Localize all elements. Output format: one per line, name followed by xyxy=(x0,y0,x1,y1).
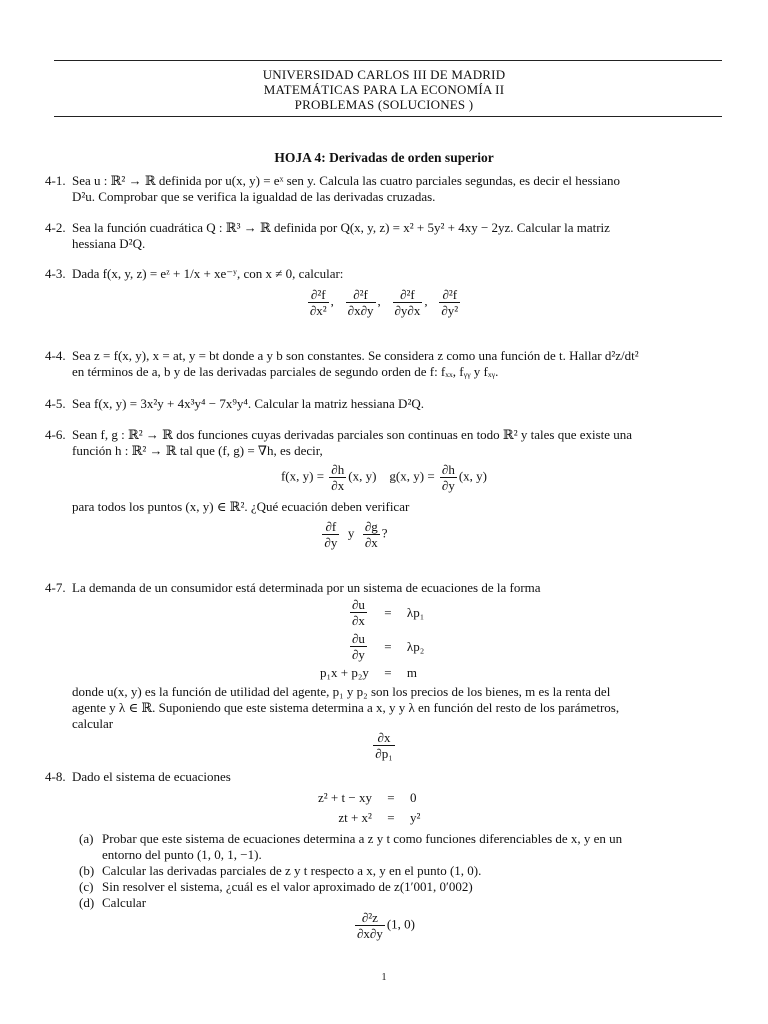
top-rule xyxy=(54,60,722,61)
problem-number: 4-7. xyxy=(45,580,66,595)
problem-4-8-target: $\frac{\text{∂²z}}{\partial x\partial y}$ (1, 0) xyxy=(356,910,416,941)
problem-4-1 xyxy=(45,173,724,205)
fraction: $\frac{\partial u}{\partial x}$ xyxy=(351,597,365,628)
problem-text: Sea z = f(x, y), x = at, y = bt donde a y b son constantes. Se considera z como una función de t. Hallar d²z/dt² xyxy=(72,348,639,363)
problem-text: Dado el sistema de ecuaciones xyxy=(72,769,231,784)
problem-4-4 xyxy=(45,348,724,380)
problem-4-6-partials: $\frac{\partial f}{\partial y}$ y $\frac{\partial g}{\partial x}$ ? xyxy=(324,519,388,550)
header-course: MATEMÁTICAS PARA LA ECONOMÍA II xyxy=(263,82,505,97)
problem-text: para todos los puntos (x, y) ∈ ℝ². ¿Qué ecuación deben verificar xyxy=(72,499,410,514)
problem-4-3 xyxy=(45,266,724,282)
fraction: $\frac{\text{∂²f}}{\text{∂x²}}$ xyxy=(309,287,327,318)
problem-text: en términos de a, b y de las derivadas parciales de segundo orden de f: fₓₓ, fᵧᵧ y fₓᵧ. xyxy=(72,364,499,379)
fraction: $\frac{\text{∂²f}}{\text{∂y²}}$ xyxy=(441,287,459,318)
sheet-title: HOJA 4: Derivadas de orden superior xyxy=(274,150,494,165)
problem-4-8-system: z² + t − xy = 0 zt + x² = y² xyxy=(318,790,421,825)
problem-text: Sean f, g : ℝ² → ℝ dos funciones cuyas derivadas parciales son continuas en todo ℝ² y tales que existe una xyxy=(72,427,633,442)
fraction: $\frac{\text{∂²f}}{\partial y\partial x}$ xyxy=(394,287,421,318)
fraction: $\frac{\partial h}{\partial x}$ xyxy=(331,462,345,493)
fraction: $\frac{\partial x}{\text{∂p₁}}$ xyxy=(375,730,393,761)
problem-text: Sea la función cuadrática Q : ℝ³ → ℝ definida por Q(x, y, z) = x² + 5y² + 4xy − 2yz. Calcular la matriz xyxy=(72,220,610,235)
page-number: 1 xyxy=(381,972,387,983)
problem-4-5 xyxy=(45,396,724,412)
problem-4-8-d: (d) Calcular xyxy=(79,895,147,910)
fraction: $\frac{\text{∂²z}}{\partial x\partial y}$ xyxy=(356,910,383,941)
problem-number: 4-1. xyxy=(45,173,66,188)
problem-text: agente y λ ∈ ℝ. Suponiendo que este sistema determina a x, y y λ en función del resto de los parámetros, xyxy=(72,700,620,715)
fraction: $\frac{\partial f}{\partial y}$ xyxy=(324,519,338,550)
problem-number: 4-8. xyxy=(45,769,66,784)
problem-4-8 xyxy=(45,769,724,785)
problem-text: hessiana D²Q. xyxy=(72,236,146,251)
fraction: $\frac{\text{∂²f}}{\partial x\partial y}$ xyxy=(347,287,374,318)
problem-4-6-gradient-eq: f(x, y) = $\frac{\partial h}{\partial x}$ (x, y) g(x, y) = $\frac{\partial h}{\partial y}$ (x, y) xyxy=(280,462,488,493)
problem-text: Dada f(x, y, z) = eᶻ + 1/x + xe⁻ʸ, con x ≠ 0, calcular: xyxy=(72,266,344,281)
problem-text: Sea f(x, y) = 3x²y + 4x³y⁴ − 7x⁹y⁴. Calcular la matriz hessiana D²Q. xyxy=(72,396,424,411)
problem-text: donde u(x, y) es la función de utilidad del agente, p₁ y p₂ son los precios de los bienes, m es la renta del xyxy=(72,684,611,699)
problem-4-3-derivatives: $\frac{\text{∂²f}}{\text{∂x²}}$ , $\frac{\text{∂²f}}{\partial x\partial y}$ , $\frac{\text{∂²f}}{\partial y\partial x}$ , $\frac{\text{∂²f}}{\text{∂y²}}$ xyxy=(309,287,459,318)
problem-number: 4-4. xyxy=(45,348,66,363)
problem-4-7-system: $\frac{\partial u}{\partial x}$ = λp₁ $\frac{\partial u}{\partial y}$ = λp₂ p₁x + p₂y = m xyxy=(320,597,425,680)
header-university: UNIVERSIDAD CARLOS III DE MADRID xyxy=(262,67,506,82)
problem-text: calcular xyxy=(72,716,114,731)
problem-number: 4-5. xyxy=(45,396,66,411)
problem-number: 4-6. xyxy=(45,427,66,442)
problem-4-2 xyxy=(45,220,724,252)
problem-4-7-body xyxy=(72,684,724,732)
problem-text: función h : ℝ² → ℝ tal que (f, g) = ∇h, es decir, xyxy=(72,443,323,458)
problem-4-6 xyxy=(45,427,724,459)
fraction: $\frac{\partial g}{\partial x}$ xyxy=(364,519,378,550)
problem-number: 4-2. xyxy=(45,220,66,235)
problem-4-8-b: (b) Calcular las derivadas parciales de z y t respecto a x, y en el punto (1, 0). xyxy=(79,863,482,878)
fraction: $\frac{\partial h}{\partial y}$ xyxy=(441,462,455,493)
problem-text: La demanda de un consumidor está determinada por un sistema de ecuaciones de la forma xyxy=(72,580,541,595)
problem-text: D²u. Comprobar que se verifica la igualdad de las derivadas cruzadas. xyxy=(72,189,436,204)
problem-4-6-question xyxy=(72,499,724,515)
problem-text: Sea u : ℝ² → ℝ definida por u(x, y) = eˣ sen y. Calcula las cuatro parciales segundas, es decir el hessiano xyxy=(72,173,620,188)
problem-4-8-a: (a) Probar que este sistema de ecuaciones determina a z y t como funciones diferenciables de x, y en un entorno del punto (1, 0, 1, −1). xyxy=(79,831,623,862)
problem-number: 4-3. xyxy=(45,266,66,281)
problem-4-7 xyxy=(45,580,724,596)
problem-4-8-c: (c) Sin resolver el sistema, ¿cuál es el valor aproximado de z(1′001, 0′002) xyxy=(79,879,473,894)
header-bottom-rule xyxy=(54,116,722,117)
problem-4-7-target xyxy=(0,730,768,761)
header-subtitle: PROBLEMAS (SOLUCIONES ) xyxy=(294,97,474,112)
fraction: $\frac{\partial u}{\partial y}$ xyxy=(351,631,365,662)
